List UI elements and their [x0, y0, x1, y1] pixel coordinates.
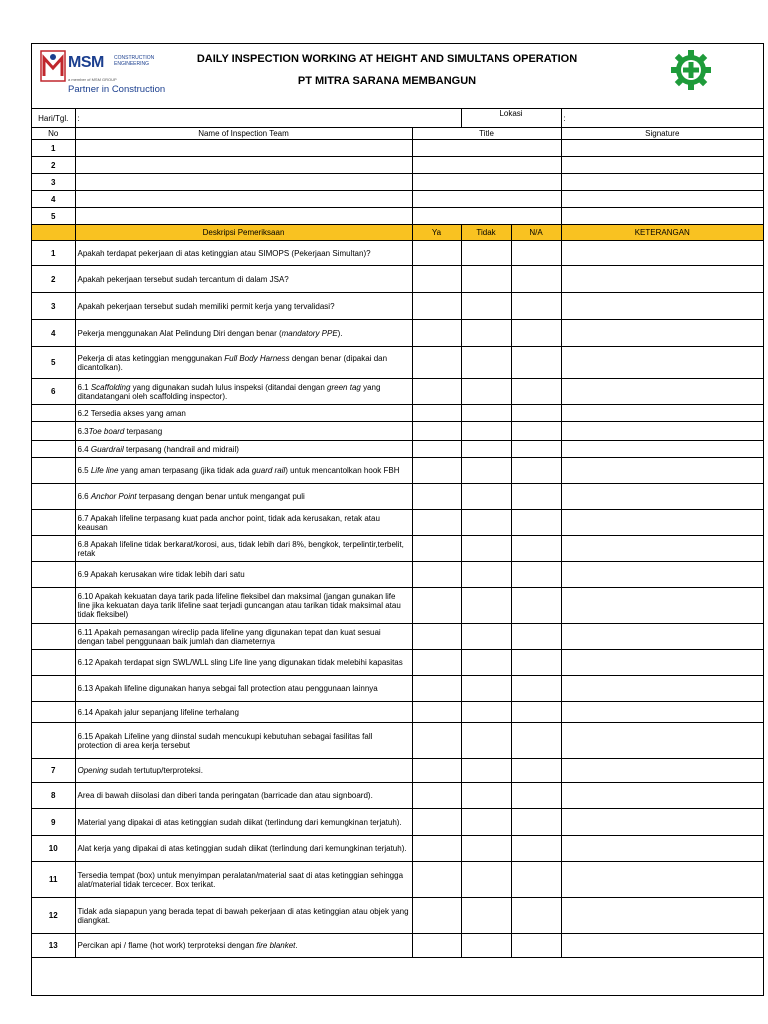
- check-yes-cell[interactable]: [412, 759, 461, 783]
- team-row-number: 1: [32, 140, 75, 157]
- check-no-cell[interactable]: [461, 458, 511, 484]
- checklist-item-number: 7: [32, 759, 75, 783]
- check-no-cell[interactable]: [461, 266, 511, 293]
- notes-cell[interactable]: [561, 702, 763, 723]
- description-text: dengan benar (dipakai dan dicantolkan).: [77, 353, 388, 372]
- checklist-item-description: [75, 836, 412, 862]
- form-title: DAILY INSPECTION WORKING AT HEIGHT AND SIMULTANS OPERATION: [196, 53, 578, 65]
- checklist-row: [32, 676, 763, 702]
- notes-cell[interactable]: [561, 536, 763, 562]
- check-yes-cell[interactable]: [412, 783, 461, 809]
- description-text: Material yang dipakai di atas ketinggian sudah diikat (terlindung dari kemungkinan terjatuh).: [77, 817, 402, 827]
- team-row-number: 4: [32, 191, 75, 208]
- check-no-cell[interactable]: [461, 650, 511, 676]
- description-text: Pekerja menggunakan Alat Pelindung Diri dengan benar (: [77, 328, 282, 338]
- checklist-item-number: [32, 422, 75, 441]
- description-text: 6.10 Apakah kekuatan daya tarik pada lifeline fleksibel dan maksimal (jangan gunakan life line jika kekuatan daya tarik lifeline saat terjadi guncangan atau tarikan tidak maksimal atau tidak fleksibel): [77, 592, 401, 619]
- checklist-item-number: 4: [32, 320, 75, 347]
- checklist-item-number: 9: [32, 809, 75, 836]
- description-text: Guardrail: [90, 444, 124, 454]
- checklist-row: [32, 862, 763, 898]
- checklist-row: [32, 320, 763, 347]
- description-text: 6.13 Apakah lifeline digunakan hanya sebgai fall protection atau penggunaan lainnya: [77, 684, 378, 693]
- checklist-item-description: [75, 484, 412, 510]
- check-no-cell[interactable]: [461, 422, 511, 441]
- checklist-row: [32, 405, 763, 422]
- notes-cell[interactable]: [561, 934, 763, 958]
- description-text: Apakah pekerjaan tersebut sudah memiliki permit kerja yang tervalidasi?: [77, 301, 335, 311]
- notes-cell[interactable]: [561, 562, 763, 588]
- description-text: 6.9 Apakah kerusakan wire tidak lebih dari satu: [77, 570, 245, 579]
- checklist-item-number: [32, 676, 75, 702]
- check-na-cell[interactable]: [511, 458, 561, 484]
- check-yes-cell[interactable]: [412, 809, 461, 836]
- checklist-col-yes: Ya: [412, 225, 461, 241]
- check-na-cell[interactable]: [511, 484, 561, 510]
- description-text: 6.12 Apakah terdapat sign SWL/WLL sling Life line yang digunakan tidak melebihi kapasitas: [77, 658, 403, 667]
- check-yes-cell[interactable]: [412, 723, 461, 759]
- check-na-cell[interactable]: [511, 241, 561, 266]
- checklist-item-description: [75, 624, 412, 650]
- company-name: PT MITRA SARANA MEMBANGUN: [297, 75, 477, 87]
- checklist-item-description: [75, 320, 412, 347]
- check-na-cell[interactable]: [511, 293, 561, 320]
- check-yes-cell[interactable]: [412, 293, 461, 320]
- description-text: 6.7 Apakah lifeline terpasang kuat pada anchor point, tidak ada kerusakan, retak atau keausan: [77, 513, 380, 532]
- check-no-cell[interactable]: [461, 484, 511, 510]
- team-title-cell[interactable]: [412, 140, 561, 157]
- checklist-item-number: [32, 723, 75, 759]
- check-na-cell[interactable]: [511, 536, 561, 562]
- checklist-row: [32, 624, 763, 650]
- description-text: Opening: [77, 766, 108, 775]
- check-no-cell[interactable]: [461, 934, 511, 958]
- date-separator: :: [77, 113, 80, 123]
- description-text: 6.8 Apakah lifeline tidak berkarat/korosi, aus, tidak lebih dari 8%, bengkok, terpelintir,terbelit, retak: [77, 539, 404, 558]
- checklist-item-number: [32, 441, 75, 458]
- check-no-cell[interactable]: [461, 862, 511, 898]
- team-row-number: 5: [32, 208, 75, 225]
- check-no-cell[interactable]: [461, 510, 511, 536]
- check-na-cell[interactable]: [511, 702, 561, 723]
- description-text: Life line: [90, 466, 119, 475]
- checklist-row: [32, 809, 763, 836]
- notes-cell[interactable]: [561, 347, 763, 379]
- checklist-item-number: [32, 484, 75, 510]
- check-na-cell[interactable]: [511, 379, 561, 405]
- team-row-number: 3: [32, 174, 75, 191]
- check-no-cell[interactable]: [461, 624, 511, 650]
- check-yes-cell[interactable]: [412, 320, 461, 347]
- team-signature-cell[interactable]: [561, 174, 763, 191]
- checklist-item-number: [32, 562, 75, 588]
- check-yes-cell[interactable]: [412, 405, 461, 422]
- checklist-item-number: [32, 458, 75, 484]
- checklist-row: [32, 723, 763, 759]
- check-no-cell[interactable]: [461, 241, 511, 266]
- checklist-item-description: [75, 458, 412, 484]
- notes-cell[interactable]: [561, 441, 763, 458]
- msm-logo-icon: [40, 50, 66, 82]
- checklist-item-description: [75, 676, 412, 702]
- description-text: terpasang: [124, 426, 163, 436]
- description-text: 6.1: [77, 382, 91, 392]
- team-row: [32, 208, 763, 225]
- description-text: Percikan api / flame (hot work) terproteksi dengan: [77, 941, 257, 950]
- date-label: Hari/Tgl.: [32, 109, 75, 128]
- checklist-item-number: [32, 702, 75, 723]
- description-text: yang digunakan sudah lulus inspeksi (ditandai dengan: [130, 382, 328, 392]
- description-text: Area di bawah diisolasi dan diberi tanda peringatan (barricade dan atau signboard).: [77, 791, 373, 800]
- checklist-item-description: [75, 759, 412, 783]
- check-na-cell[interactable]: [511, 934, 561, 958]
- team-signature-cell[interactable]: [561, 208, 763, 225]
- description-text: mandatory PPE: [281, 328, 338, 338]
- checklist-item-description: [75, 650, 412, 676]
- checklist-row: [32, 458, 763, 484]
- team-row-number: 2: [32, 157, 75, 174]
- checklist-row: [32, 266, 763, 293]
- checklist-row: [32, 379, 763, 405]
- checklist-row: [32, 650, 763, 676]
- check-yes-cell[interactable]: [412, 562, 461, 588]
- date-location-row: [32, 109, 763, 128]
- check-no-cell[interactable]: [461, 293, 511, 320]
- checklist-row: [32, 934, 763, 958]
- checklist-item-description: [75, 536, 412, 562]
- notes-cell[interactable]: [561, 809, 763, 836]
- checklist-row: [32, 441, 763, 458]
- check-na-cell[interactable]: [511, 650, 561, 676]
- check-na-cell[interactable]: [511, 588, 561, 624]
- check-na-cell[interactable]: [511, 510, 561, 536]
- notes-cell[interactable]: [561, 676, 763, 702]
- team-signature-cell[interactable]: [561, 140, 763, 157]
- description-text: sudah tertutup/terproteksi.: [107, 766, 203, 775]
- checklist-item-description: [75, 510, 412, 536]
- description-text: Toe board: [88, 426, 125, 436]
- notes-cell[interactable]: [561, 836, 763, 862]
- notes-cell[interactable]: [561, 898, 763, 934]
- checklist-item-description: [75, 862, 412, 898]
- check-na-cell[interactable]: [511, 441, 561, 458]
- notes-cell[interactable]: [561, 405, 763, 422]
- checklist-row: [32, 759, 763, 783]
- checklist-item-description: [75, 405, 412, 422]
- checklist-item-description: [75, 898, 412, 934]
- checklist-row: [32, 484, 763, 510]
- check-yes-cell[interactable]: [412, 379, 461, 405]
- check-no-cell[interactable]: [461, 723, 511, 759]
- check-na-cell[interactable]: [511, 783, 561, 809]
- description-text: 6.14 Apakah jalur sepanjang lifeline terhalang: [77, 707, 239, 717]
- check-no-cell[interactable]: [461, 441, 511, 458]
- notes-cell[interactable]: [561, 458, 763, 484]
- notes-cell[interactable]: [561, 293, 763, 320]
- check-na-cell[interactable]: [511, 266, 561, 293]
- check-no-cell[interactable]: [461, 836, 511, 862]
- checklist-item-number: [32, 536, 75, 562]
- check-yes-cell[interactable]: [412, 898, 461, 934]
- checklist-row: [32, 836, 763, 862]
- checklist-item-number: 6: [32, 379, 75, 405]
- check-na-cell[interactable]: [511, 723, 561, 759]
- check-no-cell[interactable]: [461, 379, 511, 405]
- check-na-cell[interactable]: [511, 422, 561, 441]
- notes-cell[interactable]: [561, 320, 763, 347]
- check-yes-cell[interactable]: [412, 458, 461, 484]
- inspection-form: [31, 43, 764, 996]
- checklist-item-description: [75, 241, 412, 266]
- description-text: fire blanket: [256, 941, 296, 950]
- checklist-row: [32, 241, 763, 266]
- notes-cell[interactable]: [561, 588, 763, 624]
- check-yes-cell[interactable]: [412, 347, 461, 379]
- checklist-item-number: 2: [32, 266, 75, 293]
- notes-cell[interactable]: [561, 379, 763, 405]
- team-title-cell[interactable]: [412, 208, 561, 225]
- logo-group-text: a member of MSM GROUP: [68, 77, 117, 82]
- description-text: 6.2 Tersedia akses yang aman: [77, 408, 186, 418]
- team-signature-cell[interactable]: [561, 157, 763, 174]
- check-yes-cell[interactable]: [412, 266, 461, 293]
- notes-cell[interactable]: [561, 862, 763, 898]
- description-text: Scaffolding: [90, 382, 131, 392]
- inspection-table: [32, 108, 763, 958]
- description-text: green tag: [327, 382, 361, 392]
- check-no-cell[interactable]: [461, 759, 511, 783]
- checklist-item-number: [32, 405, 75, 422]
- logo-name: MSM: [68, 54, 104, 71]
- checklist-row: [32, 422, 763, 441]
- description-text: ).: [337, 328, 343, 338]
- notes-cell[interactable]: [561, 650, 763, 676]
- checklist-col-no: Tidak: [461, 225, 511, 241]
- checklist-row: [32, 510, 763, 536]
- check-na-cell[interactable]: [511, 676, 561, 702]
- check-yes-cell[interactable]: [412, 510, 461, 536]
- check-yes-cell[interactable]: [412, 624, 461, 650]
- check-yes-cell[interactable]: [412, 422, 461, 441]
- checklist-item-description: [75, 723, 412, 759]
- check-yes-cell[interactable]: [412, 650, 461, 676]
- location-field[interactable]: [561, 109, 763, 128]
- checklist-item-description: [75, 702, 412, 723]
- notes-cell[interactable]: [561, 422, 763, 441]
- check-yes-cell[interactable]: [412, 588, 461, 624]
- checklist-col-blank: [32, 225, 75, 241]
- checklist-col-na: N/A: [511, 225, 561, 241]
- description-text: Tidak ada siapapun yang berada tepat di bawah pekerjaan di atas ketinggian atau objek yang diangkat.: [77, 906, 409, 925]
- check-na-cell[interactable]: [511, 898, 561, 934]
- team-row: [32, 191, 763, 208]
- checklist-item-description: [75, 783, 412, 809]
- checklist-item-number: 11: [32, 862, 75, 898]
- checklist-item-number: [32, 588, 75, 624]
- checklist-item-number: 13: [32, 934, 75, 958]
- check-yes-cell[interactable]: [412, 484, 461, 510]
- check-na-cell[interactable]: [511, 405, 561, 422]
- checklist-header-row: [32, 225, 763, 241]
- check-na-cell[interactable]: [511, 347, 561, 379]
- team-col-name: Name of Inspection Team: [75, 128, 412, 140]
- check-na-cell[interactable]: [511, 836, 561, 862]
- description-text: guard rail: [251, 466, 286, 475]
- checklist-item-description: [75, 441, 412, 458]
- team-title-cell[interactable]: [412, 157, 561, 174]
- checklist-item-description: [75, 562, 412, 588]
- check-na-cell[interactable]: [511, 862, 561, 898]
- team-name-cell[interactable]: [75, 157, 412, 174]
- description-text: Tersedia tempat (box) untuk menyimpan peralatan/material saat di atas ketinggian sehingga alat/material tidak tercecer. Box terikat.: [77, 870, 404, 889]
- check-no-cell[interactable]: [461, 562, 511, 588]
- description-text: .: [295, 941, 298, 950]
- check-no-cell[interactable]: [461, 347, 511, 379]
- team-col-signature: Signature: [561, 128, 763, 140]
- check-na-cell[interactable]: [511, 320, 561, 347]
- checklist-item-number: 10: [32, 836, 75, 862]
- check-yes-cell[interactable]: [412, 862, 461, 898]
- logo-subtitle: CONSTRUCTION ENGINEERING: [114, 55, 155, 67]
- notes-cell[interactable]: [561, 723, 763, 759]
- description-text: Apakah pekerjaan tersebut sudah tercantum di dalam JSA?: [77, 274, 289, 284]
- team-row: [32, 140, 763, 157]
- description-text: 6.11 Apakah pemasangan wireclip pada lifeline yang digunakan tepat dan kuat sesuai dengan tabel penggunaan baik jumlah dan diameternya: [77, 627, 381, 646]
- notes-cell[interactable]: [561, 241, 763, 266]
- checklist-item-description: [75, 422, 412, 441]
- checklist-col-desc: Deskripsi Pemeriksaan: [75, 225, 412, 241]
- check-na-cell[interactable]: [511, 624, 561, 650]
- team-row: [32, 174, 763, 191]
- checklist-item-number: 1: [32, 241, 75, 266]
- notes-cell[interactable]: [561, 624, 763, 650]
- check-na-cell[interactable]: [511, 759, 561, 783]
- checklist-col-notes: KETERANGAN: [561, 225, 763, 241]
- checklist-item-description: [75, 934, 412, 958]
- notes-cell[interactable]: [561, 510, 763, 536]
- check-yes-cell[interactable]: [412, 676, 461, 702]
- description-text: 6.5: [77, 466, 91, 475]
- checklist-row: [32, 347, 763, 379]
- checklist-item-description: [75, 266, 412, 293]
- checklist-row: [32, 562, 763, 588]
- team-name-cell[interactable]: [75, 140, 412, 157]
- checklist-item-number: 8: [32, 783, 75, 809]
- check-no-cell[interactable]: [461, 676, 511, 702]
- form-header: [32, 44, 763, 109]
- team-name-cell[interactable]: [75, 208, 412, 225]
- checklist-row: [32, 898, 763, 934]
- description-text: Pekerja di atas ketinggian menggunakan: [77, 353, 225, 363]
- team-row: [32, 157, 763, 174]
- location-label: Lokasi: [461, 109, 561, 128]
- notes-cell[interactable]: [561, 484, 763, 510]
- team-name-cell[interactable]: [75, 174, 412, 191]
- company-logo: [38, 48, 188, 104]
- logo-tagline: Partner in Construction: [68, 84, 166, 95]
- description-text: 6.6: [77, 492, 91, 501]
- checklist-item-number: [32, 510, 75, 536]
- check-na-cell[interactable]: [511, 562, 561, 588]
- description-text: yang aman terpasang (jika tidak ada: [118, 466, 252, 475]
- description-text: Apakah terdapat pekerjaan di atas ketinggian atau SIMOPS (Pekerjaan Simultan)?: [77, 248, 371, 258]
- team-col-title: Title: [412, 128, 561, 140]
- checklist-row: [32, 588, 763, 624]
- checklist-item-description: [75, 588, 412, 624]
- check-yes-cell[interactable]: [412, 702, 461, 723]
- description-text: Full Body Harness: [224, 353, 290, 363]
- safety-gear-icon: [669, 48, 713, 92]
- notes-cell[interactable]: [561, 759, 763, 783]
- check-yes-cell[interactable]: [412, 441, 461, 458]
- description-text: terpasang (handrail and midrail): [123, 444, 239, 454]
- checklist-item-number: 5: [32, 347, 75, 379]
- description-text: ) untuk mencantolkan hook FBH: [285, 466, 400, 475]
- check-yes-cell[interactable]: [412, 241, 461, 266]
- checklist-item-number: 3: [32, 293, 75, 320]
- team-col-no: No: [32, 128, 75, 140]
- description-text: 6.3: [77, 426, 89, 436]
- team-signature-cell[interactable]: [561, 191, 763, 208]
- checklist-row: [32, 783, 763, 809]
- description-text: terpasang dengan benar untuk mengangat puli: [136, 492, 305, 501]
- checklist-item-number: 12: [32, 898, 75, 934]
- checklist-item-description: [75, 293, 412, 320]
- check-no-cell[interactable]: [461, 588, 511, 624]
- checklist-item-number: [32, 650, 75, 676]
- check-yes-cell[interactable]: [412, 536, 461, 562]
- checklist-item-number: [32, 624, 75, 650]
- checklist-item-description: [75, 347, 412, 379]
- team-title-cell[interactable]: [412, 191, 561, 208]
- description-text: yang ditandatangani oleh scaffolding inspector).: [77, 382, 381, 401]
- team-header-row: [32, 128, 763, 140]
- check-no-cell[interactable]: [461, 783, 511, 809]
- check-na-cell[interactable]: [511, 809, 561, 836]
- checklist-item-description: [75, 809, 412, 836]
- date-field[interactable]: [75, 109, 461, 128]
- description-text: Alat kerja yang dipakai di atas ketinggian sudah diikat (terlindung dari kemungkinan terjatuh).: [77, 844, 407, 853]
- check-no-cell[interactable]: [461, 536, 511, 562]
- check-no-cell[interactable]: [461, 809, 511, 836]
- checklist-row: [32, 702, 763, 723]
- description-text: 6.15 Apakah Lifeline yang diinstal sudah mencukupi kebutuhan sebagai fasilitas fall protection di area kerja tersebut: [77, 731, 373, 750]
- checklist-row: [32, 293, 763, 320]
- checklist-item-description: [75, 379, 412, 405]
- description-text: 6.4: [77, 444, 91, 454]
- description-text: Anchor Point: [90, 492, 137, 501]
- check-no-cell[interactable]: [461, 320, 511, 347]
- check-no-cell[interactable]: [461, 702, 511, 723]
- location-separator: :: [563, 113, 566, 123]
- notes-cell[interactable]: [561, 266, 763, 293]
- check-yes-cell[interactable]: [412, 934, 461, 958]
- check-yes-cell[interactable]: [412, 836, 461, 862]
- team-title-cell[interactable]: [412, 174, 561, 191]
- check-no-cell[interactable]: [461, 898, 511, 934]
- checklist-row: [32, 536, 763, 562]
- check-no-cell[interactable]: [461, 405, 511, 422]
- notes-cell[interactable]: [561, 783, 763, 809]
- team-name-cell[interactable]: [75, 191, 412, 208]
